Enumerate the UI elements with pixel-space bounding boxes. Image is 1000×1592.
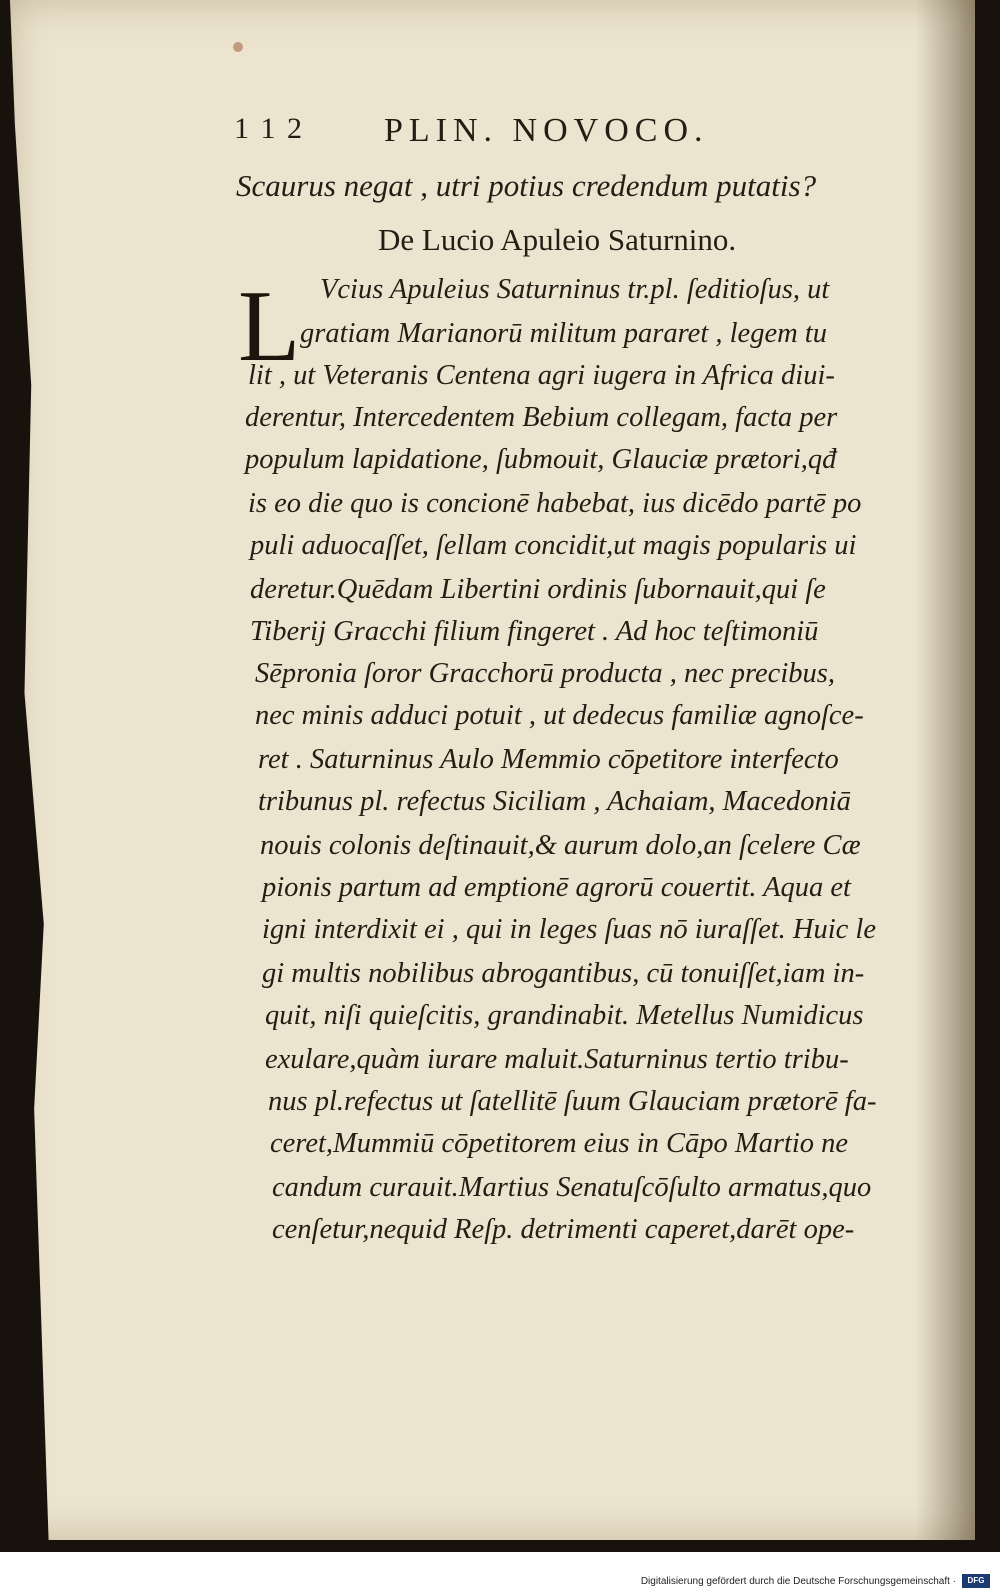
drop-initial: L [238,270,301,383]
text-line: pionis partum ad emptionē agrorū couertit. Aqua et [262,872,851,903]
text-line: deretur.Quēdam Libertini ordinis ſubornauit,qui ſe [250,574,826,605]
text-line: lit , ut Veteranis Centena agri iugera in Africa diui- [248,360,835,391]
text-line: gi multis nobilibus abrogantibus, cū tonuiſſet,iam in- [262,958,865,989]
text-line: candum curauit.Martius Senatuſcōſulto armatus,quo [272,1172,872,1203]
text-line: quit, niſi quieſcitis, grandinabit. Metellus Numidicus [265,1000,864,1031]
funding-credit: Digitalisierung gefördert durch die Deutsche Forschungsgemeinschaft · [640,1576,956,1587]
text-line: Vcius Apuleius Saturninus tr.pl. ſeditioſus, ut [320,274,830,305]
text-line: populum lapidatione, ſubmouit, Glauciæ prætori,qđ [245,444,837,475]
text-line: is eo die quo is concionē habebat, ius dicēdo partē po [248,488,862,519]
text-line: nec minis adduci potuit , ut dedecus familiæ agnoſce- [255,700,864,731]
text-line: cenſetur,nequid Reſp. detrimenti caperet,darēt ope- [272,1214,855,1245]
text-line: exulare,quàm iurare maluit.Saturninus tertio tribu- [265,1044,849,1075]
dfg-logo: DFG [962,1574,990,1588]
text-line: nus pl.refectus ut ſatellitē ſuum Glauciam prætorē fa- [268,1086,877,1117]
text-line: igni interdixit ei , qui in leges ſuas nō iuraſſet. Huic le [262,914,876,945]
text-line: Sēpronia ſoror Gracchorū producta , nec precibus, [255,658,835,689]
text-line: nouis colonis deſtinauit,& aurum dolo,an ſcelere Cæ [260,830,861,861]
page-gutter-shadow [915,0,975,1540]
footer-bar [0,1552,1000,1592]
carried-over-line: Scaurus negat , utri potius credendum putatis? [236,168,817,203]
page-number: 1 1 2 [234,112,304,145]
text-line: Tiberij Gracchi filium fingeret . Ad hoc teſtimoniū [250,616,819,647]
running-head: PLIN. NOVOCO. [384,112,709,149]
text-line: gratiam Marianorū militum pararet , legem tu [300,318,827,349]
text-line: derentur, Intercedentem Bebium collegam, facta per [245,402,838,433]
chapter-title: De Lucio Apuleio Saturnino. [378,222,737,257]
text-line: puli aduocaſſet, ſellam concidit,ut magis popularis ui [250,530,857,561]
page-header [234,112,934,152]
text-line: tribunus pl. refectus Siciliam , Achaiam, Macedoniā [258,786,851,817]
paper-stain [233,42,243,52]
text-line: ret . Saturninus Aulo Memmio cōpetitore interfecto [258,744,839,775]
text-line: ceret,Mummiū cōpetitorem eius in Cāpo Martio ne [270,1128,849,1159]
